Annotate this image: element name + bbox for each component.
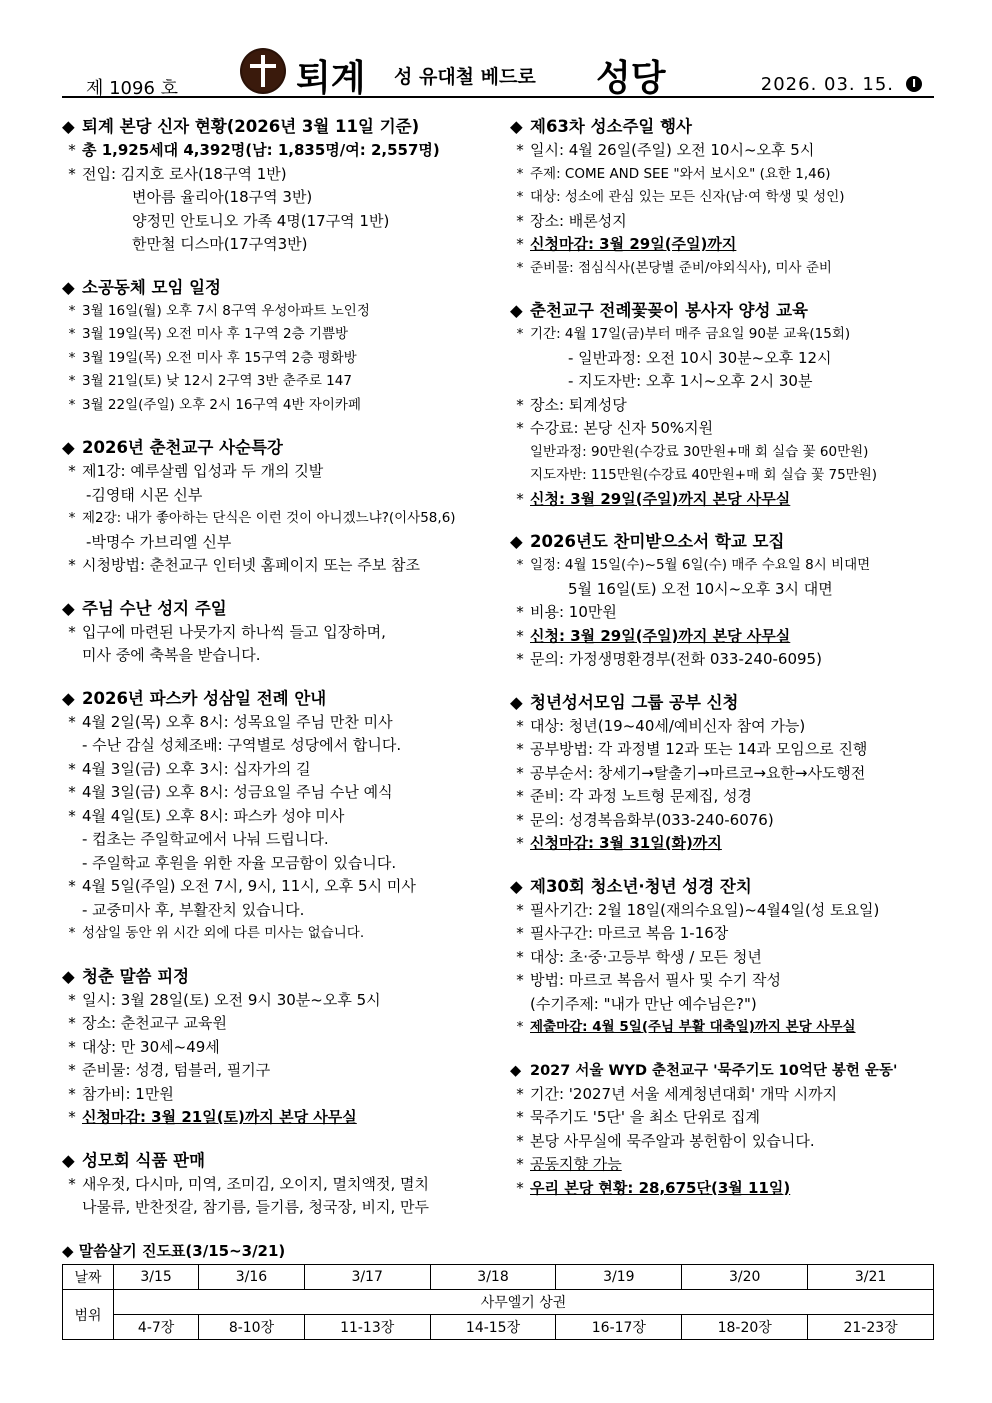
list-item: * 대상: 청년(19~40세/예비신자 참여 가능) <box>510 715 950 739</box>
list-item: * 묵주기도 '5단' 을 최소 단위로 집계 <box>510 1106 950 1130</box>
list-item: (수기주제: "내가 만난 예수님은?") <box>530 994 757 1013</box>
right-column <box>510 115 950 1219</box>
bullet-icon: * <box>68 1037 76 1056</box>
section-title: ◆ 청년성서모임 그룹 공부 신청 <box>510 691 950 715</box>
list-item: 미사 중에 축복을 받습니다. <box>82 646 261 664</box>
table-row <box>63 1315 934 1340</box>
list-item: * 준비물: 성경, 텀블러, 필기구 <box>62 1059 492 1083</box>
list-item: 변아름 율리아(18구역 3반) <box>132 188 313 206</box>
parish-church: 성당 <box>596 58 666 99</box>
list-item: 나물류, 반찬젓갈, 참기름, 들기름, 청국장, 비지, 만두 <box>82 1198 430 1216</box>
list-item: * 신청마감: 3월 21일(토)까지 본당 사무실 <box>62 1106 492 1130</box>
bullet-icon: * <box>516 326 524 342</box>
section-title: ◆ 제63차 성소주일 행사 <box>510 115 950 139</box>
list-item: * 공동지향 가능 <box>510 1153 950 1177</box>
bullet-icon: * <box>68 783 76 801</box>
list-item: 한만철 디스마(17구역3반) <box>132 235 308 253</box>
list-item: 지도자반: 115만원(수강료 40만원+매 회 실습 꽃 75만원) <box>530 467 878 483</box>
bullet-icon: * <box>68 164 76 183</box>
bullet-icon: * <box>516 1019 524 1035</box>
section-triduum <box>62 687 492 946</box>
list-item: 일반과정: 90만원(수강료 30만원+매 회 실습 꽃 60만원) <box>530 443 869 460</box>
list-item: * 4월 2일(목) 오후 8시: 성목요일 주님 만찬 미사 <box>62 711 492 735</box>
bullet-icon: * <box>68 349 76 366</box>
table-row <box>63 1265 934 1290</box>
table-cell: 16-17장 <box>556 1315 682 1340</box>
list-item: - 수난 감실 성체조배: 구역별로 성당에서 합니다. <box>82 736 402 754</box>
table-cell: 18-20장 <box>682 1315 808 1340</box>
table-cell: 3/19 <box>556 1265 682 1290</box>
section-laudato-si-school <box>510 530 950 672</box>
list-item: * 제2강: 내가 좋아하는 단식은 이런 것이 아니겠느냐?(이사58,6) <box>62 507 492 531</box>
bullet-icon: * <box>516 1108 524 1126</box>
section-title: ◆ 성모회 식품 판매 <box>62 1149 492 1173</box>
bullet-icon: * <box>68 141 76 159</box>
parish-patron: 성 유대철 베드로 <box>394 66 536 88</box>
section-lent-lecture <box>62 436 492 578</box>
bullet-icon: * <box>516 947 524 966</box>
list-item: * 3월 19일(목) 오전 미사 후 1구역 2층 기쁨방 <box>62 323 492 347</box>
section-title: ◆ 춘천교구 전례꽃꽂이 봉사자 양성 교육 <box>510 299 950 323</box>
bullet-icon: * <box>68 1108 76 1126</box>
list-item: * 문의: 성경복음화부(033-240-6076) <box>510 809 950 833</box>
section-title: ◆ 2026년 춘천교구 사순특강 <box>62 436 492 460</box>
bullet-icon: * <box>516 971 524 989</box>
bulletin-header <box>62 48 934 98</box>
bullet-icon: * <box>68 806 76 825</box>
list-item: * 본당 사무실에 묵주알과 봉헌함이 있습니다. <box>510 1130 950 1154</box>
bullet-icon: * <box>68 510 76 526</box>
bullet-icon: * <box>68 1014 76 1032</box>
diamond-icon: ◆ <box>62 966 75 986</box>
bullet-icon: * <box>516 1131 524 1150</box>
bullet-icon: * <box>516 1084 524 1103</box>
bullet-icon: * <box>516 787 524 805</box>
list-item: * 준비: 각 과정 노트형 문제집, 성경 <box>510 785 950 809</box>
section-title: ◆ 주님 수난 성지 주일 <box>62 597 492 621</box>
diamond-icon: ◆ <box>510 692 523 712</box>
diamond-icon: ◆ <box>62 277 75 297</box>
list-item: * 비용: 10만원 <box>510 601 950 625</box>
bullet-icon: * <box>68 925 76 941</box>
issue-number: 제 1096 호 <box>86 78 179 99</box>
table-cell-book: 사무엘기 상권 <box>114 1290 934 1315</box>
row-label-range: 범위 <box>63 1290 114 1340</box>
bullet-icon: * <box>516 763 524 782</box>
section-title: ◆ 2026년 파스카 성삼일 전례 안내 <box>62 687 492 711</box>
bullet-icon: * <box>68 396 76 413</box>
bullet-icon: * <box>516 419 524 437</box>
bullet-icon: * <box>68 712 76 731</box>
list-item: * 공부방법: 각 과정별 12과 또는 14과 모임으로 진행 <box>510 738 950 762</box>
page-marker: I <box>906 76 922 92</box>
list-item: * 3월 16일(월) 오후 7시 8구역 우성아파트 노인정 <box>62 300 492 324</box>
list-item: * 일정: 4월 15일(수)~5월 6일(수) 매주 수요일 8시 비대면 <box>510 554 950 578</box>
section-youth-bible <box>510 691 950 856</box>
list-item: * 대상: 초·중·고등부 학생 / 모든 청년 <box>510 946 950 970</box>
list-item: 양정민 안토니오 가족 4명(17구역 1반) <box>132 211 390 230</box>
list-item: - 컵초는 주일학교에서 나눠 드립니다. <box>82 830 329 848</box>
row-label-date: 날짜 <box>63 1265 114 1290</box>
diamond-icon: ◆ <box>62 438 75 457</box>
bullet-icon: * <box>516 211 524 230</box>
list-item: * 방법: 마르코 복음서 필사 및 수기 작성 <box>510 969 950 993</box>
list-item: * 문의: 가정생명환경부(전화 033-240-6095) <box>510 648 950 672</box>
bullet-icon: * <box>516 650 524 668</box>
bullet-icon: * <box>516 557 524 573</box>
list-item: - 주일학교 후원을 위한 자율 모금함이 있습니다. <box>82 853 397 872</box>
diamond-icon: ◆ <box>510 117 523 136</box>
table-cell: 3/17 <box>304 1265 430 1290</box>
list-item: * 신청: 3월 29일(주일)까지 본당 사무실 <box>510 625 950 649</box>
bullet-icon: * <box>68 326 76 342</box>
list-item: - 교중미사 후, 부활잔치 있습니다. <box>82 900 305 919</box>
section-youth-retreat <box>62 965 492 1130</box>
bullet-icon: * <box>516 603 524 621</box>
list-item: * 준비물: 점심식사(본당별 준비/야외식사), 미사 준비 <box>510 257 950 281</box>
bullet-icon: * <box>516 259 524 276</box>
list-item: * 장소: 배론성지 <box>510 210 950 234</box>
list-item: * 성삼일 동안 위 시간 외에 다른 미사는 없습니다. <box>62 922 492 946</box>
table-cell: 4-7장 <box>114 1315 199 1340</box>
bullet-icon: * <box>516 395 524 414</box>
list-item: - 일반과정: 오전 10시 30분~오후 12시 <box>568 348 832 367</box>
table-cell: 8-10장 <box>199 1315 305 1340</box>
section-title: ◆ 2027 서울 WYD 춘천교구 '묵주기도 10억단 봉헌 운동' <box>510 1059 950 1083</box>
bullet-icon: * <box>68 462 76 480</box>
section-title: ◆ 퇴계 본당 신자 현황(2026년 3월 11일 기준) <box>62 115 492 139</box>
left-column <box>62 115 492 1239</box>
list-item: * 기간: 4월 17일(금)부터 매주 금요일 90분 교육(15회) <box>510 323 950 347</box>
bulletin-date: 2026. 03. 15. <box>760 74 894 95</box>
bullet-icon: * <box>516 900 524 919</box>
list-item: * 신청마감: 3월 29일(주일)까지 <box>510 233 950 257</box>
list-item: * 우리 본당 현황: 28,675단(3월 11일) <box>510 1177 950 1201</box>
schedule-title: ◆ 말씀살기 진도표(3/15~3/21) <box>62 1242 286 1260</box>
diamond-icon: ◆ <box>510 301 523 320</box>
bullet-icon: * <box>68 556 76 574</box>
bullet-icon: * <box>68 373 76 389</box>
diamond-icon: ◆ <box>62 598 75 618</box>
bullet-icon: * <box>516 740 524 758</box>
list-item: * 4월 5일(주일) 오전 7시, 9시, 11시, 오후 5시 미사 <box>62 875 492 899</box>
bullet-icon: * <box>516 235 524 253</box>
bullet-icon: * <box>68 1084 76 1103</box>
diamond-icon: ◆ <box>62 1150 75 1170</box>
list-item: * 3월 22일(주일) 오후 2시 16구역 4반 자이카페 <box>62 394 492 418</box>
list-item: * 전입: 김지호 로사(18구역 1반) <box>62 163 492 187</box>
table-cell: 3/18 <box>430 1265 556 1290</box>
schedule-table <box>62 1264 934 1340</box>
list-item: * 총 1,925세대 4,392명(남: 1,835명/여: 2,557명) <box>62 139 492 163</box>
bullet-icon: * <box>516 1155 524 1173</box>
list-item: * 4월 3일(금) 오후 3시: 십자가의 길 <box>62 758 492 782</box>
diamond-icon: ◆ <box>62 688 75 708</box>
bullet-icon: * <box>68 302 76 319</box>
bullet-icon: * <box>68 1061 76 1079</box>
section-parish-status <box>62 115 492 257</box>
diamond-icon: ◆ <box>510 876 523 896</box>
section-rosary-campaign <box>510 1059 950 1201</box>
section-small-community <box>62 276 492 418</box>
list-item: * 장소: 춘천교구 교육원 <box>62 1012 492 1036</box>
list-item: -박명수 가브리엘 신부 <box>86 532 232 551</box>
bullet-icon: * <box>68 990 76 1009</box>
diamond-icon: ◆ <box>510 532 523 551</box>
list-item: * 일시: 3월 28일(토) 오전 9시 30분~오후 5시 <box>62 989 492 1013</box>
parish-cross-logo <box>240 48 286 94</box>
list-item: * 제1강: 예루살렘 입성과 두 개의 깃발 <box>62 460 492 484</box>
list-item: * 대상: 성소에 관심 있는 모든 신자(남·여 학생 및 성인) <box>510 186 950 210</box>
list-item: * 3월 21일(토) 낮 12시 2구역 3반 춘주로 147 <box>62 370 492 394</box>
bullet-icon: * <box>68 759 76 778</box>
bullet-icon: * <box>516 626 524 645</box>
table-cell: 14-15장 <box>430 1315 556 1340</box>
bullet-icon: * <box>516 924 524 942</box>
section-title: ◆ 제30회 청소년·청년 성경 잔치 <box>510 875 950 899</box>
parish-name: 퇴계 <box>296 58 366 99</box>
list-item: * 시청방법: 춘천교구 인터넷 홈페이지 또는 주보 참조 <box>62 554 492 578</box>
bullet-icon: * <box>516 716 524 735</box>
section-bible-festival <box>510 875 950 1040</box>
list-item: * 3월 19일(목) 오전 미사 후 15구역 2층 평화방 <box>62 347 492 371</box>
cross-icon <box>240 48 286 94</box>
section-flower-education <box>510 299 950 511</box>
table-row <box>63 1290 934 1315</box>
table-cell: 3/16 <box>199 1265 305 1290</box>
section-food-sale <box>62 1149 492 1220</box>
bullet-icon: * <box>516 189 524 205</box>
list-item: * 4월 4일(토) 오후 8시: 파스카 성야 미사 <box>62 805 492 829</box>
diamond-icon: ◆ <box>62 1242 79 1260</box>
bullet-icon: * <box>68 1174 76 1193</box>
diamond-icon: ◆ <box>62 117 75 136</box>
table-cell: 21-23장 <box>808 1315 934 1340</box>
section-palm-sunday <box>62 597 492 668</box>
list-item: * 기간: '2027년 서울 세계청년대회' 개막 시까지 <box>510 1083 950 1107</box>
section-title: ◆ 2026년도 찬미받으소서 학교 모집 <box>510 530 950 554</box>
list-item: - 지도자반: 오후 1시~오후 2시 30분 <box>568 372 813 390</box>
bullet-icon: * <box>516 141 524 159</box>
table-cell: 3/21 <box>808 1265 934 1290</box>
list-item: * 4월 3일(금) 오후 8시: 성금요일 주님 수난 예식 <box>62 781 492 805</box>
bullet-icon: * <box>516 489 524 508</box>
list-item: * 주제: COME AND SEE "와서 보시오" (요한 1,46) <box>510 163 950 187</box>
table-cell: 3/20 <box>682 1265 808 1290</box>
list-item: -김영태 시몬 신부 <box>86 485 203 504</box>
header-rule <box>62 96 934 98</box>
bullet-icon: * <box>516 165 524 182</box>
section-title: ◆ 소공동체 모임 일정 <box>62 276 492 300</box>
bullet-icon: * <box>516 1178 524 1197</box>
table-cell: 11-13장 <box>304 1315 430 1340</box>
list-item: * 참가비: 1만원 <box>62 1083 492 1107</box>
bullet-icon: * <box>68 622 76 641</box>
list-item: * 필사구간: 마르코 복음 1-16장 <box>510 922 950 946</box>
diamond-icon: ◆ <box>510 1062 522 1079</box>
bullet-icon: * <box>516 810 524 829</box>
list-item: * 대상: 만 30세~49세 <box>62 1036 492 1060</box>
list-item: * 입구에 마련된 나뭇가지 하나씩 들고 입장하며, <box>62 621 492 645</box>
bullet-icon: * <box>516 834 524 852</box>
section-title: ◆ 청춘 말씀 피정 <box>62 965 492 989</box>
list-item: * 공부순서: 창세기→탈출기→마르코→요한→사도행전 <box>510 762 950 786</box>
section-vocation-sunday <box>510 115 950 280</box>
list-item: * 신청: 3월 29일(주일)까지 본당 사무실 <box>510 488 950 512</box>
table-cell: 3/15 <box>114 1265 199 1290</box>
list-item: * 수강료: 본당 신자 50%지원 <box>510 417 950 441</box>
list-item: * 필사기간: 2월 18일(재의수요일)~4월4일(성 토요일) <box>510 899 950 923</box>
list-item: * 일시: 4월 26일(주일) 오전 10시~오후 5시 <box>510 139 950 163</box>
list-item: * 제출마감: 4월 5일(주님 부활 대축일)까지 본당 사무실 <box>510 1016 950 1040</box>
bullet-icon: * <box>68 877 76 895</box>
list-item: * 신청마감: 3월 31일(화)까지 <box>510 832 950 856</box>
list-item: * 장소: 퇴계성당 <box>510 394 950 418</box>
reading-schedule <box>62 1238 934 1340</box>
list-item: * 새우젓, 다시마, 미역, 조미김, 오이지, 멸치액젓, 멸치 <box>62 1173 492 1197</box>
list-item: 5월 16일(토) 오전 10시~오후 3시 대면 <box>568 579 833 598</box>
